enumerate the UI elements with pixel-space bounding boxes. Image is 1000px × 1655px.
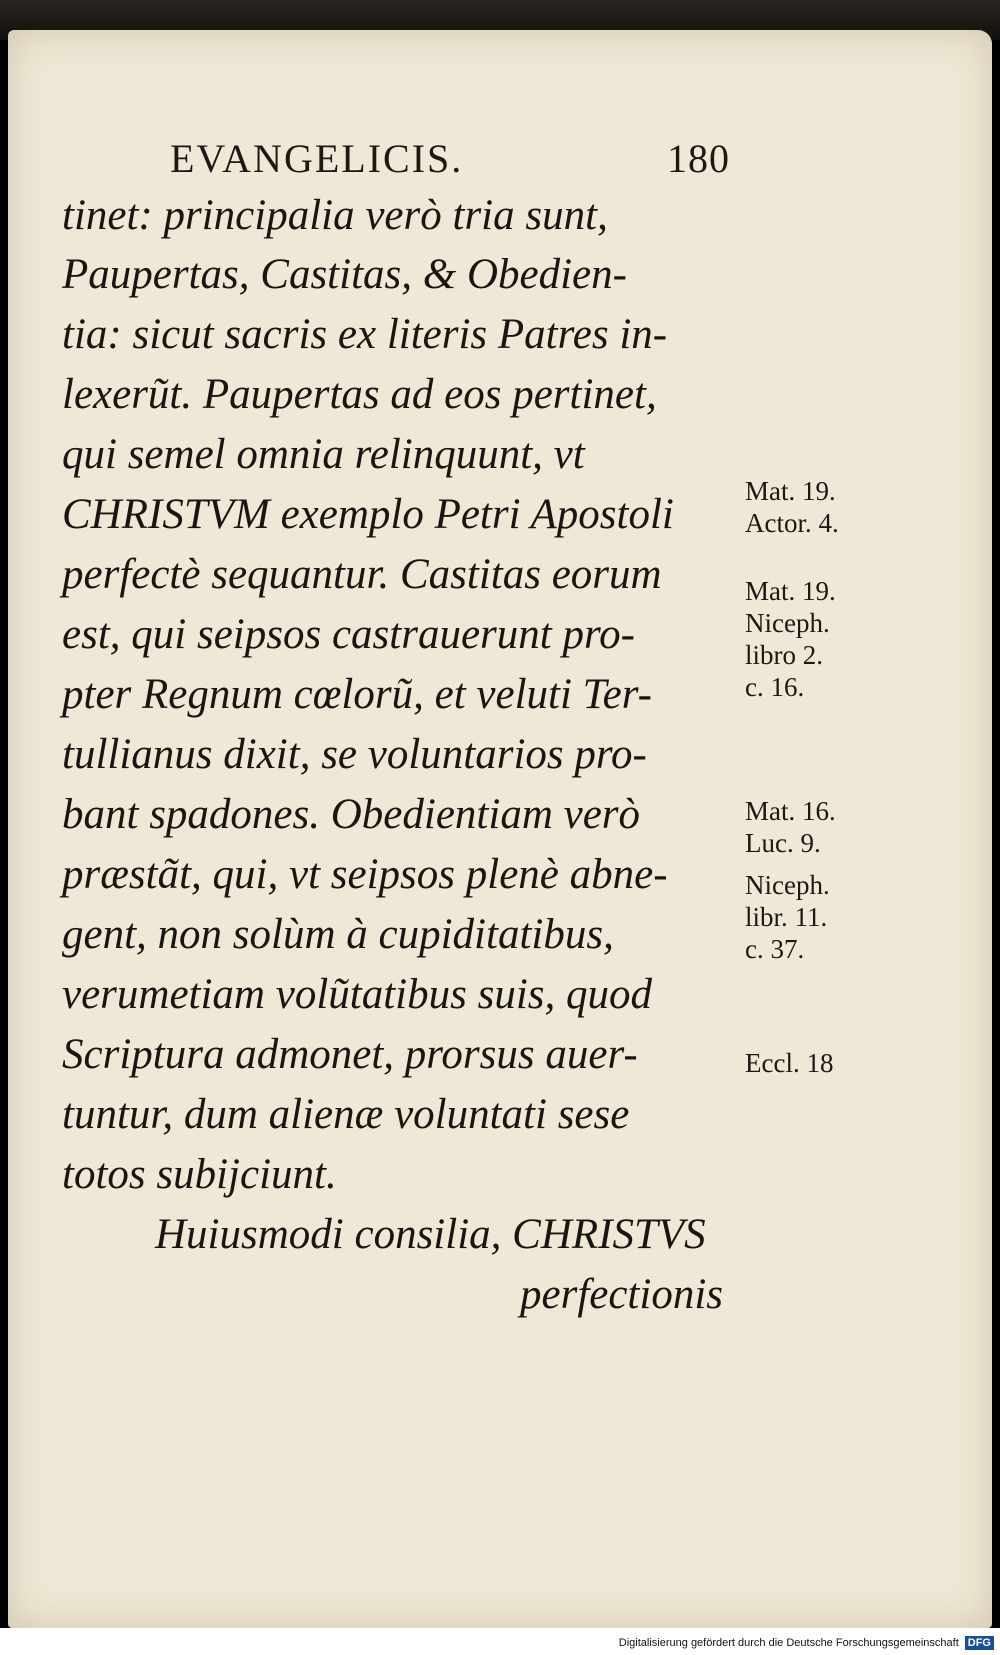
text-line: Scriptura admonet, prorsus auer- — [62, 1031, 638, 1078]
text-line: verumetiam volũtatibus suis, quod — [62, 971, 653, 1018]
margin-note: Mat. 19. — [745, 476, 836, 506]
page-header — [170, 135, 730, 182]
text-line: Paupertas, Castitas, & Obedien- — [62, 251, 627, 298]
text-line: præstãt, qui, vt seipsos plenè abne- — [62, 851, 668, 898]
margin-note: c. 37. — [745, 934, 805, 964]
margin-note: Niceph. — [745, 608, 830, 638]
dfg-logo: DFG — [965, 1636, 994, 1650]
text-line: Huiusmodi consilia, CHRISTVS — [155, 1211, 706, 1258]
margin-note: Mat. 16. — [745, 796, 836, 826]
text-line: qui semel omnia relinquunt, vt — [62, 431, 585, 478]
text-line: tuntur, dum alienæ voluntati sese — [62, 1091, 630, 1138]
text-line: est, qui seipsos castrauerunt pro- — [62, 611, 635, 658]
margin-note: libr. 11. — [745, 902, 828, 932]
catchword: perfectionis — [520, 1271, 724, 1318]
margin-note: c. 16. — [745, 672, 805, 702]
text-line: totos subijciunt. — [62, 1151, 337, 1198]
text-line: perfectè sequantur. Castitas eorum — [62, 551, 662, 598]
text-line: pter Regnum cœlorũ, et veluti Ter- — [62, 671, 652, 718]
page-number: 180 — [667, 136, 730, 181]
margin-note: Niceph. — [745, 870, 830, 900]
text-line: tinet: principalia verò tria sunt, — [62, 192, 608, 239]
text-line: lexerũt. Paupertas ad eos pertinet, — [62, 371, 657, 418]
running-title: EVANGELICIS. — [170, 136, 464, 181]
text-line: gent, non solùm à cupiditatibus, — [62, 911, 614, 958]
margin-note: libro 2. — [745, 640, 823, 670]
margin-note: Actor. 4. — [745, 508, 839, 538]
margin-note: Luc. 9. — [745, 828, 821, 858]
funding-credit: Digitalisierung gefördert durch die Deutsche Forschungsgemeinschaft — [618, 1637, 959, 1649]
margin-note: Mat. 19. — [745, 576, 836, 606]
footer-bar — [0, 1628, 1000, 1655]
text-line: bant spadones. Obedientiam verò — [62, 791, 641, 838]
margin-note: Eccl. 18 — [745, 1048, 834, 1078]
text-line: tullianus dixit, se voluntarios pro- — [62, 731, 647, 778]
text-line: tia: sicut sacris ex literis Patres in- — [62, 311, 668, 358]
text-line: CHRISTVM exemplo Petri Apostoli — [62, 491, 674, 538]
